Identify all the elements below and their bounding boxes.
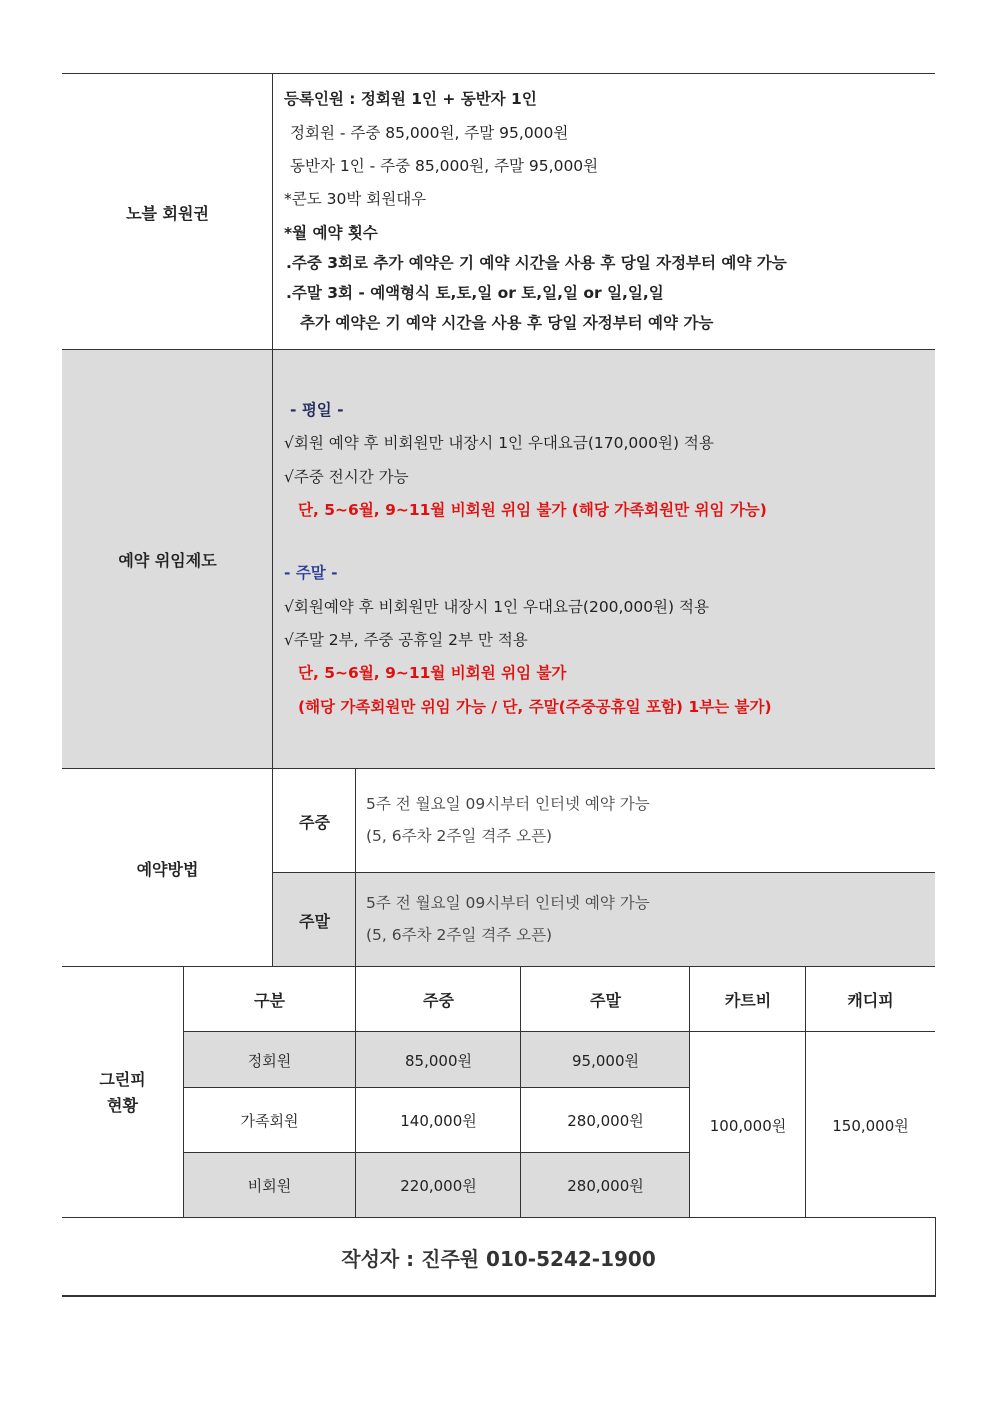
weekday-note: 단, 5~6월, 9~11월 비회원 위임 불가 (해당 가족회원만 위임 가능): [298, 501, 767, 519]
header-category: 구분: [254, 991, 285, 1010]
row-name: 가족회원: [240, 1112, 299, 1130]
header-caddie-fee: 캐디피: [847, 991, 894, 1010]
weekday-line: √회원 예약 후 비회원만 내장시 1인 우대요금(170,000원) 적용: [284, 434, 714, 452]
method-weekend-label: 주말: [299, 911, 330, 931]
method-weekday-line: (5, 6주차 2주일 격주 오픈): [366, 827, 553, 845]
method-weekend-line: (5, 6주차 2주일 격주 오픈): [366, 926, 553, 944]
caddie-fee-value: 150,000원: [832, 1116, 909, 1135]
row-weekday: 85,000원: [405, 1051, 472, 1070]
row-weekend: 280,000원: [567, 1177, 644, 1195]
method-weekend-bg: [273, 873, 935, 967]
noble-line: *콘도 30박 회원대우: [284, 190, 427, 208]
table-row: [183, 1088, 690, 1153]
weekend-line: √주말 2부, 주중 공휴일 2부 만 적용: [284, 631, 528, 649]
noble-line: .주말 3회 - 예액형식 토,토,일 or 토,일,일 or 일,일,일: [286, 284, 664, 302]
weekend-note: (해당 가족회원만 위임 가능 / 단, 주말(주중공휴일 포함) 1부는 불가): [298, 698, 772, 716]
method-weekday-label: 주중: [299, 812, 330, 832]
row-name: 비회원: [247, 1177, 292, 1195]
noble-line: 동반자 1인 - 주중 85,000원, 주말 95,000원: [290, 157, 599, 175]
table-row: [183, 1153, 690, 1218]
method-weekend-line: 5주 전 월요일 09시부터 인터넷 예약 가능: [366, 894, 650, 912]
row-name: 정회원: [247, 1051, 292, 1070]
greenfee-label: 그린피 현황: [99, 1069, 146, 1115]
noble-line: 등록인원 : 정회원 1인 + 동반자 1인: [284, 90, 537, 108]
method-label: 예약방법: [136, 859, 199, 879]
author-text: 작성자 : 진주원 010-5242-1900: [341, 1246, 656, 1271]
weekday-title: - 평일 -: [290, 401, 344, 419]
method-weekday-line: 5주 전 월요일 09시부터 인터넷 예약 가능: [366, 795, 650, 813]
noble-line: .주중 3회로 추가 예약은 기 예약 시간을 사용 후 당일 자정부터 예약 가능: [286, 254, 787, 272]
header-cart-fee: 카트비: [724, 991, 772, 1010]
noble-line: *월 예약 횟수: [284, 224, 378, 242]
row-weekend: 280,000원: [567, 1112, 644, 1130]
weekend-line: √회원예약 후 비회원만 내장시 1인 우대요금(200,000원) 적용: [284, 598, 709, 616]
cart-fee-value: 100,000원: [709, 1116, 787, 1135]
row-weekend: 95,000원: [572, 1051, 639, 1070]
weekend-note: 단, 5~6월, 9~11월 비회원 위임 불가: [298, 664, 567, 682]
weekend-title: - 주말 -: [284, 564, 338, 582]
delegation-label: 예약 위임제도: [118, 551, 217, 570]
author-footer: [62, 1218, 935, 1296]
table-row: [183, 1032, 690, 1088]
noble-line: 추가 예약은 기 예약 시간을 사용 후 당일 자정부터 예약 가능: [300, 314, 714, 332]
row-weekday: 220,000원: [400, 1177, 477, 1195]
noble-membership-label: 노블 회원권: [126, 203, 209, 223]
row-weekday: 140,000원: [400, 1112, 477, 1130]
weekday-line: √주중 전시간 가능: [284, 468, 409, 486]
header-weekday: 주중: [423, 991, 454, 1010]
noble-line: 정회원 - 주중 85,000원, 주말 95,000원: [290, 124, 569, 142]
header-weekend: 주말: [590, 991, 621, 1010]
